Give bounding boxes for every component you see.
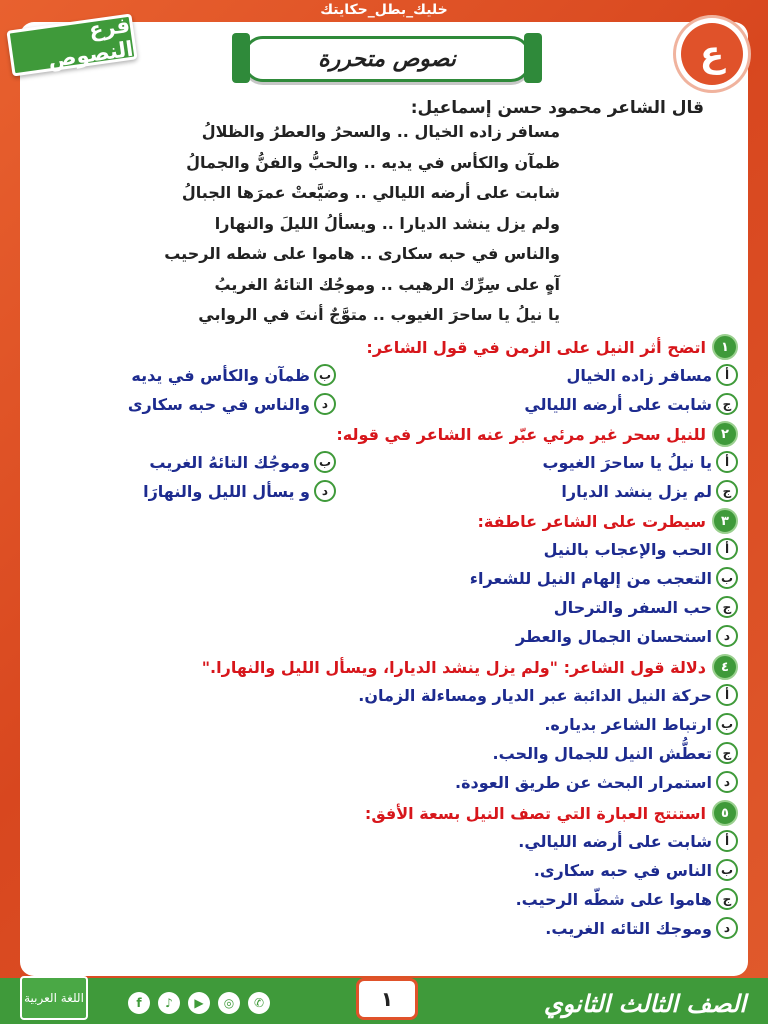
option-letter: ب — [716, 567, 738, 589]
option-text: التعجب من إلهام النيل للشعراء — [469, 568, 712, 588]
youtube-icon[interactable]: ▶ — [188, 992, 210, 1014]
question-4 — [202, 654, 738, 680]
branch-tag: فرع النصوص — [6, 13, 137, 76]
footer — [0, 978, 768, 1024]
option-a[interactable] — [358, 684, 738, 706]
option-letter: ب — [716, 859, 738, 881]
question-number: ٤ — [712, 654, 738, 680]
poem-line: ظمآن والكأس في يديه .. والحبُّ والفنُّ والجمالُ — [186, 152, 560, 172]
question-number: ٥ — [712, 800, 738, 826]
option-text: وموجُك التائهُ الغريب — [149, 452, 310, 472]
instagram-icon[interactable]: ◎ — [218, 992, 240, 1014]
poem-line: شابت على أرضه الليالي .. وضيَّعتْ عمرَها الجبالُ — [181, 183, 560, 202]
option-text: حب السفر والترحال — [553, 597, 712, 617]
arabic-language-logo-icon: اللغة العربية — [20, 976, 88, 1020]
question-5 — [365, 800, 738, 826]
option-text: وموجك التائه الغريب. — [545, 918, 712, 938]
question-text: اتضح أثر النيل على الزمن في قول الشاعر: — [366, 337, 706, 357]
option-text: تعطُّش النيل للجمال والحب. — [492, 743, 712, 763]
option-text: الناس في حبه سكارى. — [533, 860, 712, 880]
option-text: و يسأل الليل والنهارَا — [143, 481, 310, 501]
option-letter: أ — [716, 364, 738, 386]
option-letter: د — [314, 393, 336, 415]
option-d[interactable] — [545, 917, 738, 939]
question-text: سيطرت على الشاعر عاطفة: — [477, 511, 706, 531]
option-letter: ب — [716, 713, 738, 735]
question-3 — [477, 508, 738, 534]
option-b[interactable] — [544, 713, 738, 735]
question-number: ١ — [712, 334, 738, 360]
poem — [164, 122, 560, 336]
option-letter: أ — [716, 830, 738, 852]
option-letter: أ — [716, 538, 738, 560]
poem-line: يا نيلُ يا ساحرَ الغيوب .. متوَّجٌ أنتَ في الروابي — [198, 305, 560, 324]
option-b[interactable] — [470, 567, 738, 589]
option-a[interactable] — [542, 451, 738, 473]
poem-line: مسافر زاده الخيال .. والسحرُ والعطرُ والظلالُ — [201, 122, 560, 141]
option-letter: ج — [716, 480, 738, 502]
option-text: يا نيلُ يا ساحرَ الغيوب — [542, 452, 712, 472]
option-letter: د — [716, 771, 738, 793]
page-title: نصوص متحررة — [243, 36, 531, 82]
page-number: ١ — [356, 978, 418, 1020]
question-text: للنيل سحر غير مرئي عبّر عنه الشاعر في قوله: — [336, 424, 706, 444]
facebook-icon[interactable]: f — [128, 992, 150, 1014]
option-c[interactable] — [524, 393, 738, 415]
question-text: دلالة قول الشاعر: "ولم يزل ينشد الديارا، ويسأل الليل والنهارا." — [201, 657, 706, 677]
option-c[interactable] — [493, 742, 738, 764]
question-number: ٢ — [712, 421, 738, 447]
intro-text: قال الشاعر محمود حسن إسماعيل: — [410, 98, 704, 118]
option-b[interactable] — [149, 451, 336, 473]
tiktok-icon[interactable]: ♪ — [158, 992, 180, 1014]
option-d[interactable] — [128, 393, 336, 415]
option-letter: ج — [716, 888, 738, 910]
option-d[interactable] — [143, 480, 336, 502]
option-a[interactable] — [566, 364, 738, 386]
option-letter: ج — [716, 393, 738, 415]
option-text: استمرار البحث عن طريق العودة. — [455, 772, 712, 792]
option-letter: أ — [716, 451, 738, 473]
option-text: حركة النيل الدائبة عبر الديار ومساءلة الزمان. — [358, 685, 712, 705]
poem-line: والناس في حبه سكارى .. هاموا على شطه الرحيب — [164, 244, 560, 263]
option-text: شابت على أرضه الليالي. — [518, 831, 712, 851]
question-number: ٣ — [712, 508, 738, 534]
option-letter: ج — [716, 742, 738, 764]
poem-line: آهٍ على سِرِّك الرهيب .. وموجُك التائهُ الغريبُ — [214, 274, 560, 294]
option-b[interactable] — [534, 859, 738, 881]
option-text: شابت على أرضه الليالي — [524, 394, 712, 414]
option-text: مسافر زاده الخيال — [566, 365, 712, 385]
social-links — [128, 992, 270, 1014]
option-letter: د — [314, 480, 336, 502]
option-letter: ب — [314, 451, 336, 473]
option-d[interactable] — [516, 625, 738, 647]
option-letter: ج — [716, 596, 738, 618]
question-2 — [336, 421, 738, 447]
option-a[interactable] — [544, 538, 738, 560]
question-1 — [366, 334, 738, 360]
option-text: استحسان الجمال والعطر — [515, 626, 712, 646]
option-c[interactable] — [554, 596, 738, 618]
option-c[interactable] — [561, 480, 738, 502]
option-text: الحب والإعجاب بالنيل — [543, 539, 712, 559]
option-c[interactable] — [516, 888, 738, 910]
option-text: والناس في حبه سكارى — [127, 394, 310, 414]
option-d[interactable] — [455, 771, 738, 793]
question-text: استنتج العبارة التي تصف النيل بسعة الأفق: — [364, 803, 706, 823]
option-letter: أ — [716, 684, 738, 706]
option-letter: ب — [314, 364, 336, 386]
whatsapp-icon[interactable]: ✆ — [248, 992, 270, 1014]
option-letter: د — [716, 917, 738, 939]
option-text: ارتباط الشاعر بدياره. — [544, 714, 712, 734]
poem-line: ولم يزل ينشد الديارا .. ويسألُ الليلَ والنهارا — [214, 213, 560, 233]
option-b[interactable] — [131, 364, 336, 386]
tagline: خليك_بطل_حكايتك — [320, 2, 448, 18]
grade-label: الصف الثالث الثانوي — [543, 990, 746, 1018]
brand-logo-icon: ع — [676, 18, 748, 90]
option-letter: د — [716, 625, 738, 647]
option-a[interactable] — [518, 830, 738, 852]
option-text: لم يزل ينشد الديارا — [561, 481, 712, 501]
option-text: ظمآن والكأس في يديه — [131, 365, 310, 385]
option-text: هاموا على شطّه الرحيب. — [515, 889, 712, 909]
